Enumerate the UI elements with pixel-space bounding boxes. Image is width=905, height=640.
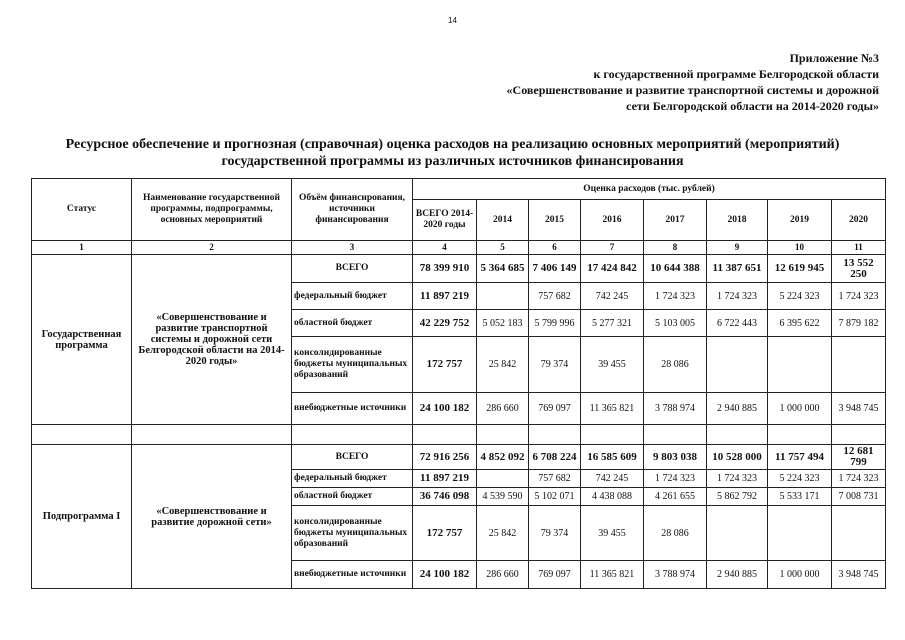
value-cell: 172 757 [413,506,477,561]
value-cell: 4 852 092 [477,445,529,470]
spacer-row [32,425,886,445]
appendix-block [459,50,879,114]
column-number: 9 [707,241,768,255]
group-status: Подпрограмма I [32,445,132,589]
value-cell: 1 724 323 [707,283,768,310]
value-cell: 25 842 [477,337,529,393]
value-cell: 5 052 183 [477,310,529,337]
value-cell: 25 842 [477,506,529,561]
value-cell: 6 708 224 [529,445,581,470]
value-cell: 7 879 182 [832,310,886,337]
value-cell [707,337,768,393]
value-cell: 39 455 [581,506,644,561]
group-status: Государственная программа [32,255,132,425]
value-cell: 12 619 945 [768,255,832,283]
value-cell: 742 245 [581,283,644,310]
source-label: внебюджетные источники [292,393,413,425]
value-cell: 4 438 088 [581,488,644,506]
value-cell: 7 406 149 [529,255,581,283]
column-number: 6 [529,241,581,255]
value-cell: 28 086 [644,506,707,561]
header-name: Наименование государственной программы, подпрограммы, основных мероприятий [132,179,292,241]
value-cell: 5 533 171 [768,488,832,506]
value-cell: 757 682 [529,283,581,310]
header-estimate: Оценка расходов (тыс. рублей) [413,179,886,200]
value-cell: 5 224 323 [768,283,832,310]
value-cell: 12 681 799 [832,445,886,470]
value-cell: 3 948 745 [832,561,886,589]
value-cell: 2 940 885 [707,561,768,589]
header-year: 2017 [644,200,707,241]
value-cell: 5 102 071 [529,488,581,506]
value-cell [477,470,529,488]
column-number: 4 [413,241,477,255]
source-label: областной бюджет [292,310,413,337]
value-cell: 757 682 [529,470,581,488]
value-cell: 742 245 [581,470,644,488]
header-year: 2019 [768,200,832,241]
value-cell: 11 387 651 [707,255,768,283]
appendix-line: к государственной программе Белгородской области [593,67,879,81]
value-cell [832,337,886,393]
value-cell: 5 224 323 [768,470,832,488]
value-cell: 16 585 609 [581,445,644,470]
value-cell: 1 724 323 [832,470,886,488]
resources-table [31,178,886,589]
value-cell: 5 799 996 [529,310,581,337]
source-label: ВСЕГО [292,445,413,470]
source-label: областной бюджет [292,488,413,506]
value-cell: 17 424 842 [581,255,644,283]
value-cell: 10 528 000 [707,445,768,470]
source-label: консолидированные бюджеты муниципальных образований [292,506,413,561]
source-label: внебюджетные источники [292,561,413,589]
value-cell: 78 399 910 [413,255,477,283]
value-cell: 11 365 821 [581,561,644,589]
source-label: ВСЕГО [292,255,413,283]
value-cell [832,506,886,561]
column-number: 10 [768,241,832,255]
value-cell: 769 097 [529,393,581,425]
value-cell: 286 660 [477,561,529,589]
value-cell: 2 940 885 [707,393,768,425]
title-line: государственной программы из различных источников финансирования [221,154,684,169]
value-cell [707,506,768,561]
column-number: 11 [832,241,886,255]
header-volume: Объём финансирования, источники финансирования [292,179,413,241]
value-cell: 39 455 [581,337,644,393]
appendix-line: «Совершенствование и развитие транспортной системы и дорожной [506,83,879,97]
value-cell: 11 897 219 [413,283,477,310]
value-cell: 5 364 685 [477,255,529,283]
value-cell: 5 277 321 [581,310,644,337]
value-cell: 1 000 000 [768,393,832,425]
header-year: 2018 [707,200,768,241]
appendix-line: сети Белгородской области на 2014-2020 годы» [626,99,879,113]
value-cell [768,506,832,561]
value-cell: 3 948 745 [832,393,886,425]
value-cell: 6 722 443 [707,310,768,337]
header-year: 2015 [529,200,581,241]
value-cell [768,337,832,393]
appendix-line: Приложение №3 [789,51,879,65]
value-cell: 4 539 590 [477,488,529,506]
column-number: 7 [581,241,644,255]
value-cell: 13 552 250 [832,255,886,283]
page-number: 14 [448,16,457,25]
column-number: 1 [32,241,132,255]
header-year: 2016 [581,200,644,241]
group-name: «Совершенствование и развитие дорожной сети» [132,445,292,589]
value-cell: 5 862 792 [707,488,768,506]
value-cell: 1 724 323 [644,283,707,310]
document-title [30,136,875,170]
value-cell: 1 724 323 [832,283,886,310]
value-cell: 42 229 752 [413,310,477,337]
value-cell: 5 103 005 [644,310,707,337]
value-cell: 172 757 [413,337,477,393]
header-status: Статус [32,179,132,241]
value-cell: 79 374 [529,337,581,393]
column-number: 3 [292,241,413,255]
value-cell: 3 788 974 [644,561,707,589]
value-cell: 24 100 182 [413,393,477,425]
value-cell: 286 660 [477,393,529,425]
column-number: 8 [644,241,707,255]
value-cell: 28 086 [644,337,707,393]
value-cell: 10 644 388 [644,255,707,283]
header-year: 2020 [832,200,886,241]
column-number: 5 [477,241,529,255]
value-cell: 6 395 622 [768,310,832,337]
value-cell: 7 008 731 [832,488,886,506]
value-cell: 24 100 182 [413,561,477,589]
source-label: федеральный бюджет [292,283,413,310]
source-label: федеральный бюджет [292,470,413,488]
value-cell: 1 724 323 [644,470,707,488]
value-cell: 1 000 000 [768,561,832,589]
value-cell: 72 916 256 [413,445,477,470]
value-cell: 11 757 494 [768,445,832,470]
header-year: 2014 [477,200,529,241]
value-cell: 11 365 821 [581,393,644,425]
value-cell: 4 261 655 [644,488,707,506]
value-cell: 36 746 098 [413,488,477,506]
value-cell: 769 097 [529,561,581,589]
header-total: ВСЕГО 2014-2020 годы [413,200,477,241]
source-label: консолидированные бюджеты муниципальных образований [292,337,413,393]
title-line: Ресурсное обеспечение и прогнозная (справочная) оценка расходов на реализацию основных мероприятий (мероприятий) [65,137,840,152]
value-cell: 9 803 038 [644,445,707,470]
group-name: «Совершенствование и развитие транспортной системы и дорожной сети Белгородской области на 2014-2020 годы» [132,255,292,425]
column-number: 2 [132,241,292,255]
value-cell: 11 897 219 [413,470,477,488]
value-cell [477,283,529,310]
value-cell: 3 788 974 [644,393,707,425]
value-cell: 79 374 [529,506,581,561]
value-cell: 1 724 323 [707,470,768,488]
